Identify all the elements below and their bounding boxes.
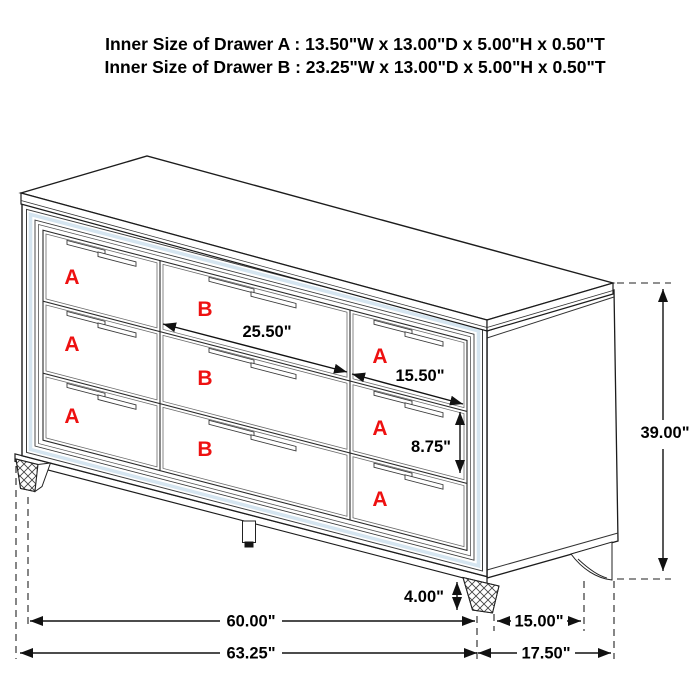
label-drawer-a-left-1: A <box>64 266 80 289</box>
dim-label-63-25: 63.25" <box>226 644 276 663</box>
dim-leg-height <box>404 582 457 610</box>
header-drawer-b-size: Inner Size of Drawer B : 23.25"W x 13.00"D x 5.00"H x 0.50"T <box>104 57 606 77</box>
header-drawer-a-size: Inner Size of Drawer A : 13.50"W x 13.00"D x 5.00"H x 0.50"T <box>105 34 605 54</box>
dim-overall-depth <box>478 644 611 663</box>
dim-label-17-50: 17.50" <box>521 644 571 663</box>
dim-label-60-00: 60.00" <box>226 612 276 631</box>
dim-side-legs-span <box>497 612 581 631</box>
dim-label-15-00: 15.00" <box>514 612 564 631</box>
dim-label-4-00: 4.00" <box>404 588 444 606</box>
dim-label-15-50: 15.50" <box>395 367 445 385</box>
label-drawer-a-right-3: A <box>372 488 388 511</box>
label-drawer-b-3: B <box>197 438 213 461</box>
dim-label-39-00: 39.00" <box>640 424 690 442</box>
dim-label-8-75: 8.75" <box>411 438 451 456</box>
label-drawer-a-left-3: A <box>64 405 80 428</box>
label-drawer-a-right-2: A <box>372 417 388 440</box>
label-drawer-a-right-1: A <box>372 345 388 368</box>
label-drawer-a-left-2: A <box>64 333 80 356</box>
front-left-leg <box>16 459 51 492</box>
label-drawer-b-2: B <box>197 367 213 390</box>
front-right-leg <box>463 578 499 614</box>
center-leg <box>243 521 256 548</box>
label-drawer-b-1: B <box>197 298 213 321</box>
dim-overall-width <box>20 644 477 663</box>
dim-overall-height <box>617 283 696 579</box>
dim-legs-span-width <box>30 612 475 631</box>
dim-label-25-50: 25.50" <box>242 323 292 341</box>
dresser-side-panel <box>487 290 618 578</box>
